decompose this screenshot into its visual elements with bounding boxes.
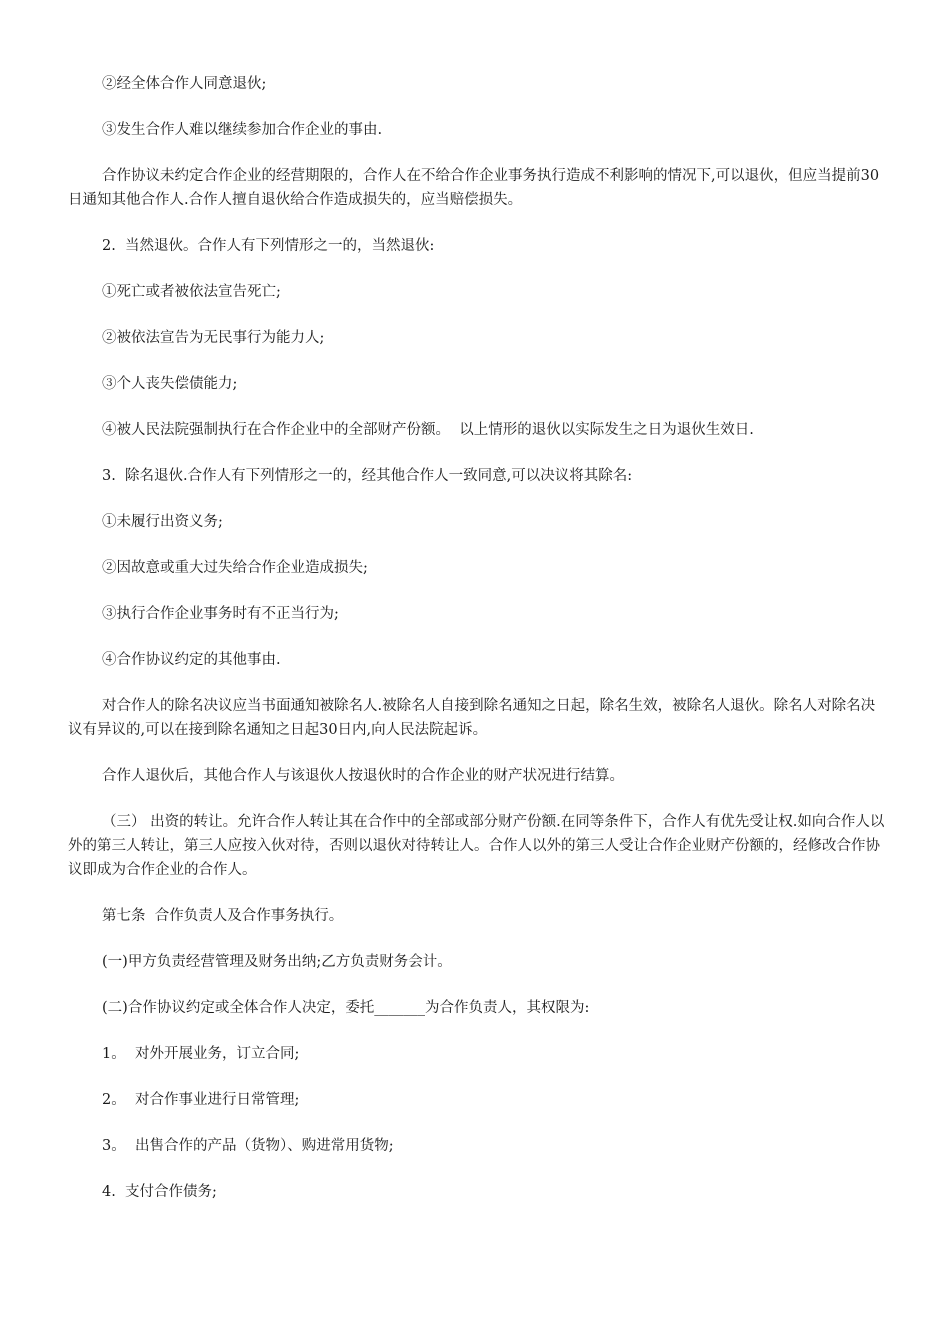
paragraph: 3。 出售合作的产品（货物）、购进常用货物; xyxy=(102,1138,394,1154)
paragraph: 合作协议未约定合作企业的经营期限的，合作人在不给合作企业事务执行造成不利影响的情况下,可以退伙，但应当提前30日通知其他合作人.合作人擅自退伙给合作造成损失的，应当赔偿损失。 xyxy=(68,168,880,208)
paragraph: 合作人退伙后，其他合作人与该退伙人按退伙时的合作企业的财产状况进行结算。 xyxy=(102,768,624,784)
paragraph: 3. 除名退伙.合作人有下列情形之一的，经其他合作人一致同意,可以决议将其除名: xyxy=(102,468,633,484)
paragraph: 第七条 合作负责人及合作事务执行。 xyxy=(102,908,344,924)
paragraph: 2。 对合作事业进行日常管理; xyxy=(102,1092,300,1108)
paragraph: ③发生合作人难以继续参加合作企业的事由. xyxy=(102,122,383,138)
paragraph: 1。 对外开展业务，订立合同; xyxy=(102,1046,300,1062)
paragraph: ①未履行出资义务; xyxy=(102,514,223,530)
paragraph: ②经全体合作人同意退伙; xyxy=(102,76,267,92)
paragraph: ④合作协议约定的其他事由. xyxy=(102,652,281,668)
paragraph: （三） 出资的转让。允许合作人转让其在合作中的全部或部分财产份额.在同等条件下，合作人有优先受让权.如向合作人以外的第三人转让，第三人应按入伙对待，否则以退伙对待转让人。合作人以外的第三人受让合作企业财产份额的，经修改合作协议即成为合作企业的合作人。 xyxy=(68,814,885,878)
paragraph: ④被人民法院强制执行在合作企业中的全部财产份额。 以上情形的退伙以实际发生之日为退伙生效日. xyxy=(102,422,754,438)
document-page xyxy=(68,72,886,1204)
paragraph: ②因故意或重大过失给合作企业造成损失; xyxy=(102,560,368,576)
paragraph: ③执行合作企业事务时有不正当行为; xyxy=(102,606,339,622)
paragraph: ②被依法宣告为无民事行为能力人; xyxy=(102,330,325,346)
paragraph: 2. 当然退伙。合作人有下列情形之一的，当然退伙: xyxy=(102,238,435,254)
paragraph: 4. 支付合作债务; xyxy=(102,1184,217,1200)
paragraph: 对合作人的除名决议应当书面通知被除名人.被除名人自接到除名通知之日起，除名生效，被除名人退伙。除名人对除名决议有异议的,可以在接到除名通知之日起30日内,向人民法院起诉。 xyxy=(68,698,876,738)
paragraph: (一)甲方负责经营管理及财务出纳;乙方负责财务会计。 xyxy=(102,954,452,970)
paragraph: (二)合作协议约定或全体合作人决定，委托_______为合作负责人，其权限为: xyxy=(102,1000,590,1016)
paragraph: ①死亡或者被依法宣告死亡; xyxy=(102,284,281,300)
paragraph: ③个人丧失偿债能力; xyxy=(102,376,238,392)
